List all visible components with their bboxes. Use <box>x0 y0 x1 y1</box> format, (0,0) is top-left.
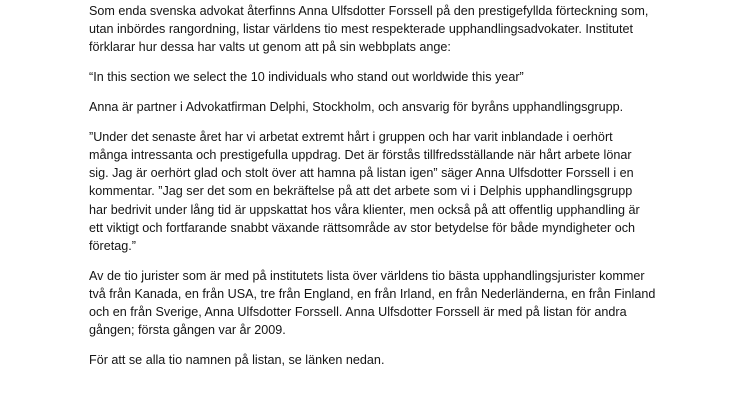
paragraph-partner <box>89 98 679 116</box>
text-line: har bedrivit under lång tid är uppskattat hos våra klienter, men också på att offentlig upphandling är <box>89 202 640 217</box>
text-line: två från Kanada, en från USA, tre från England, en från Irland, en från Nederländerna, en från Finland <box>89 287 656 302</box>
text-line: ”Under det senaste året har vi arbetat extremt hårt i gruppen och har varit inblandade i oerhört <box>89 129 613 144</box>
document-body <box>89 2 679 381</box>
paragraph-jurists <box>89 267 679 340</box>
text-line: “In this section we select the 10 individuals who stand out worldwide this year” <box>89 70 524 85</box>
text-line: ett viktigt och fortfarande snabbt växande rättsområde av stor betydelse för både myndigheter och <box>89 220 636 235</box>
text-line: många intressanta och prestigefulla uppdrag. Det är förstås tillfredsställande när hårt arbete lönar <box>89 148 632 162</box>
text-line: Som enda svenska advokat återfinns Anna Ulfsdotter Forssell på den prestigefyllda förteckning som, <box>89 4 649 18</box>
paragraph-intro <box>89 2 679 57</box>
paragraph-comment <box>89 128 679 255</box>
paragraph-link-note <box>89 351 679 369</box>
text-line: Anna är partner i Advokatfirman Delphi, Stockholm, och ansvarig för byråns upphandlingsgrupp. <box>89 100 624 114</box>
text-line: kommentar. ”Jag ser det som en bekräftelse på att det arbete som vi i Delphis upphandlingsgrupp <box>89 184 633 199</box>
text-line: företag.” <box>89 239 136 254</box>
text-line: Av de tio jurister som är med på institutets lista över världens tio bästa upphandlingsjurister kommer <box>89 268 645 283</box>
text-line: utan inbördes rangordning, listar världens tio mest respekterade upphandlingsadvokater. Institutet <box>89 22 633 37</box>
text-line: sig. Jag är oerhört glad och stolt över att hamna på listan igen” säger Anna Ulfsdotter Forssell i en <box>89 166 634 181</box>
paragraph-quote-institute <box>89 68 679 86</box>
text-line: och en från Sverige, Anna Ulfsdotter Forssell. Anna Ulfsdotter Forssell är med på listan för andra <box>89 305 627 320</box>
text-line: För att se alla tio namnen på listan, se länken nedan. <box>89 353 385 368</box>
text-line: förklarar hur dessa har valts ut genom att på sin webbplats ange: <box>89 40 451 55</box>
text-line: gången; första gången var år 2009. <box>89 323 286 338</box>
